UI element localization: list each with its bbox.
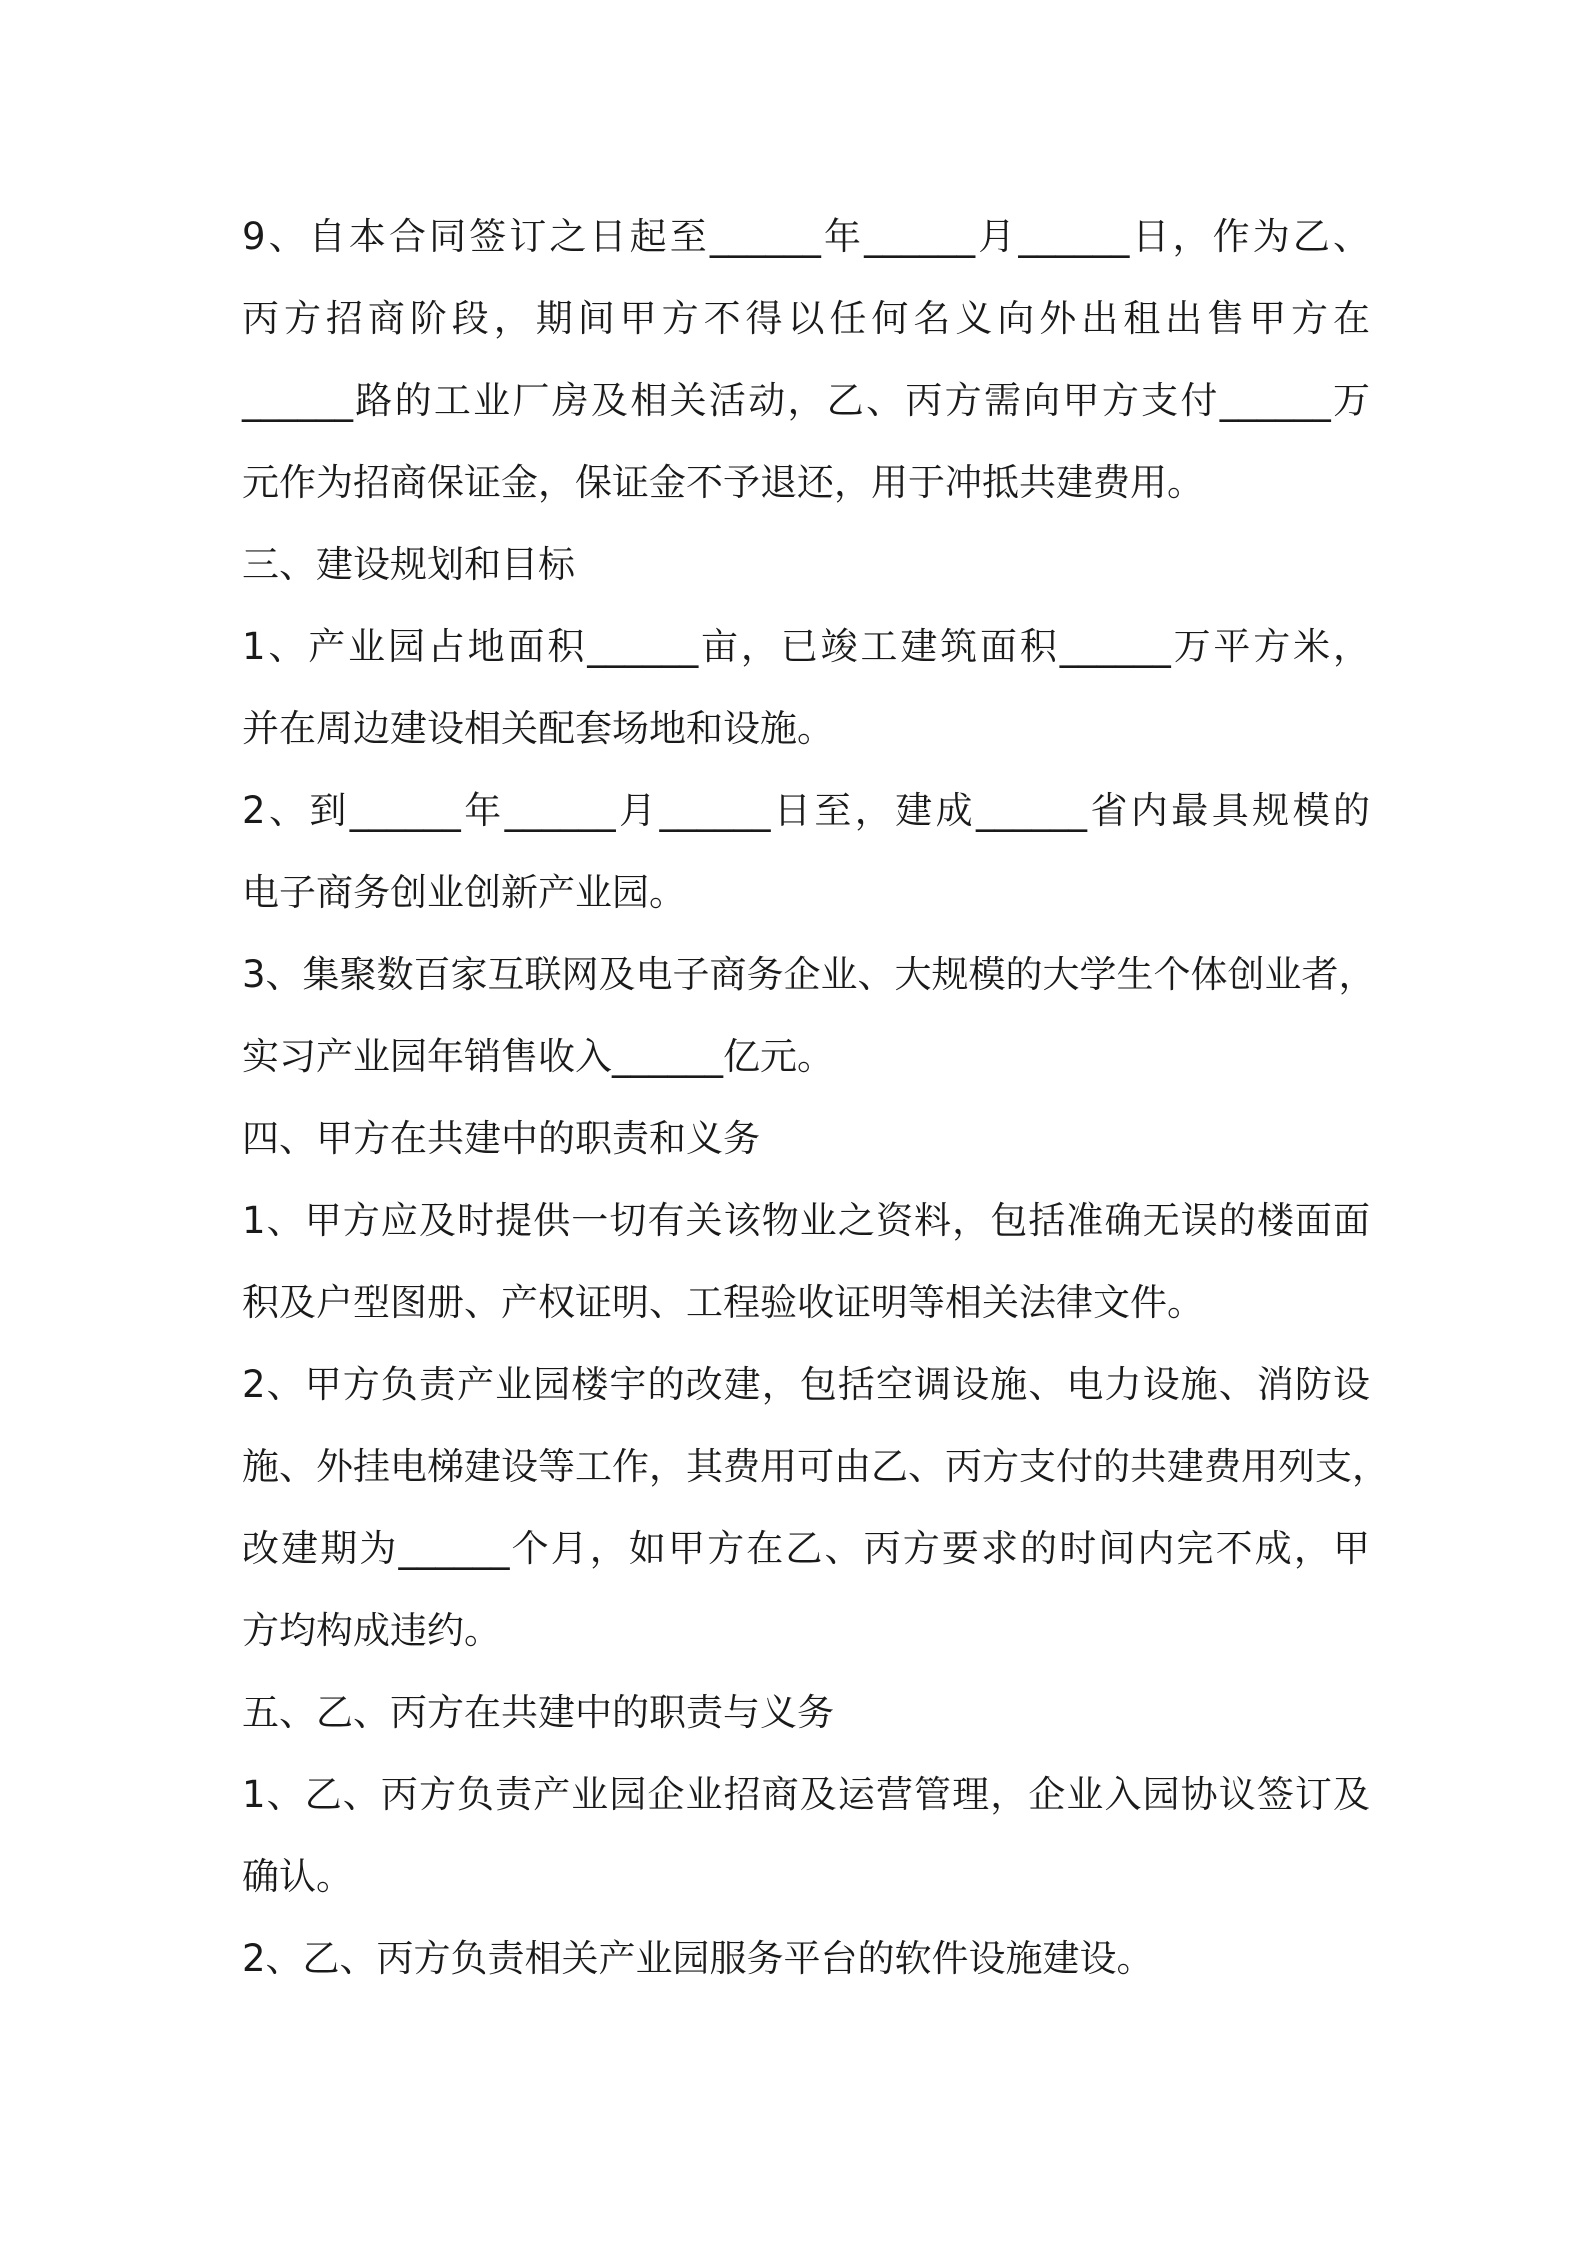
section-5-heading: 五、乙、丙方在共建中的职责与义务 [242,1691,834,1734]
section-5-item-1-line-2: 确认。 [242,1855,353,1898]
section-4-item-2-line-2: 施、外挂电梯建设等工作，其费用可由乙、丙方支付的共建费用列支， [242,1445,1389,1488]
section-4-item-1-line-1: 1、甲方应及时提供一切有关该物业之资料，包括准确无误的楼面面 [242,1199,1370,1242]
document-page [242,196,1389,2000]
section-4-item-1-line-2: 积及户型图册、产权证明、工程验收证明等相关法律文件。 [242,1281,1204,1324]
section-3-item-2-line-2: 电子商务创业创新产业园。 [242,871,686,914]
clause-9-line-4: 元作为招商保证金，保证金不予退还，用于冲抵共建费用。 [242,461,1204,504]
section-4-item-2-line-3: 改建期为______个月，如甲方在乙、丙方要求的时间内完不成，甲 [242,1527,1370,1570]
section-3-item-1-line-1: 1、产业园占地面积______亩，已竣工建筑面积______万平方米， [242,625,1370,668]
section-5-item-2-line-1: 2、乙、丙方负责相关产业园服务平台的软件设施建设。 [242,1937,1154,1980]
section-3-item-2-line-1: 2、到______年______月______日至，建成______省内最具规模的 [242,789,1370,832]
section-4-item-2-line-1: 2、甲方负责产业园楼宇的改建，包括空调设施、电力设施、消防设 [242,1363,1370,1406]
section-3-item-3-line-2: 实习产业园年销售收入______亿元。 [242,1035,834,1078]
section-3-item-3-line-1: 3、集聚数百家互联网及电子商务企业、大规模的大学生个体创业者， [242,953,1376,996]
clause-9-line-3: ______路的工业厂房及相关活动，乙、丙方需向甲方支付______万 [242,379,1370,422]
clause-9-line-1: 9、自本合同签订之日起至______年______月______日，作为乙、 [242,215,1370,258]
section-4-item-2-line-4: 方均构成违约。 [242,1609,501,1652]
section-3-item-1-line-2: 并在周边建设相关配套场地和设施。 [242,707,834,750]
section-3-heading: 三、建设规划和目标 [242,543,575,586]
section-5-item-1-line-1: 1、乙、丙方负责产业园企业招商及运营管理，企业入园协议签订及 [242,1773,1370,1816]
section-4-heading: 四、甲方在共建中的职责和义务 [242,1117,760,1160]
clause-9-line-2: 丙方招商阶段，期间甲方不得以任何名义向外出租出售甲方在 [242,297,1370,340]
